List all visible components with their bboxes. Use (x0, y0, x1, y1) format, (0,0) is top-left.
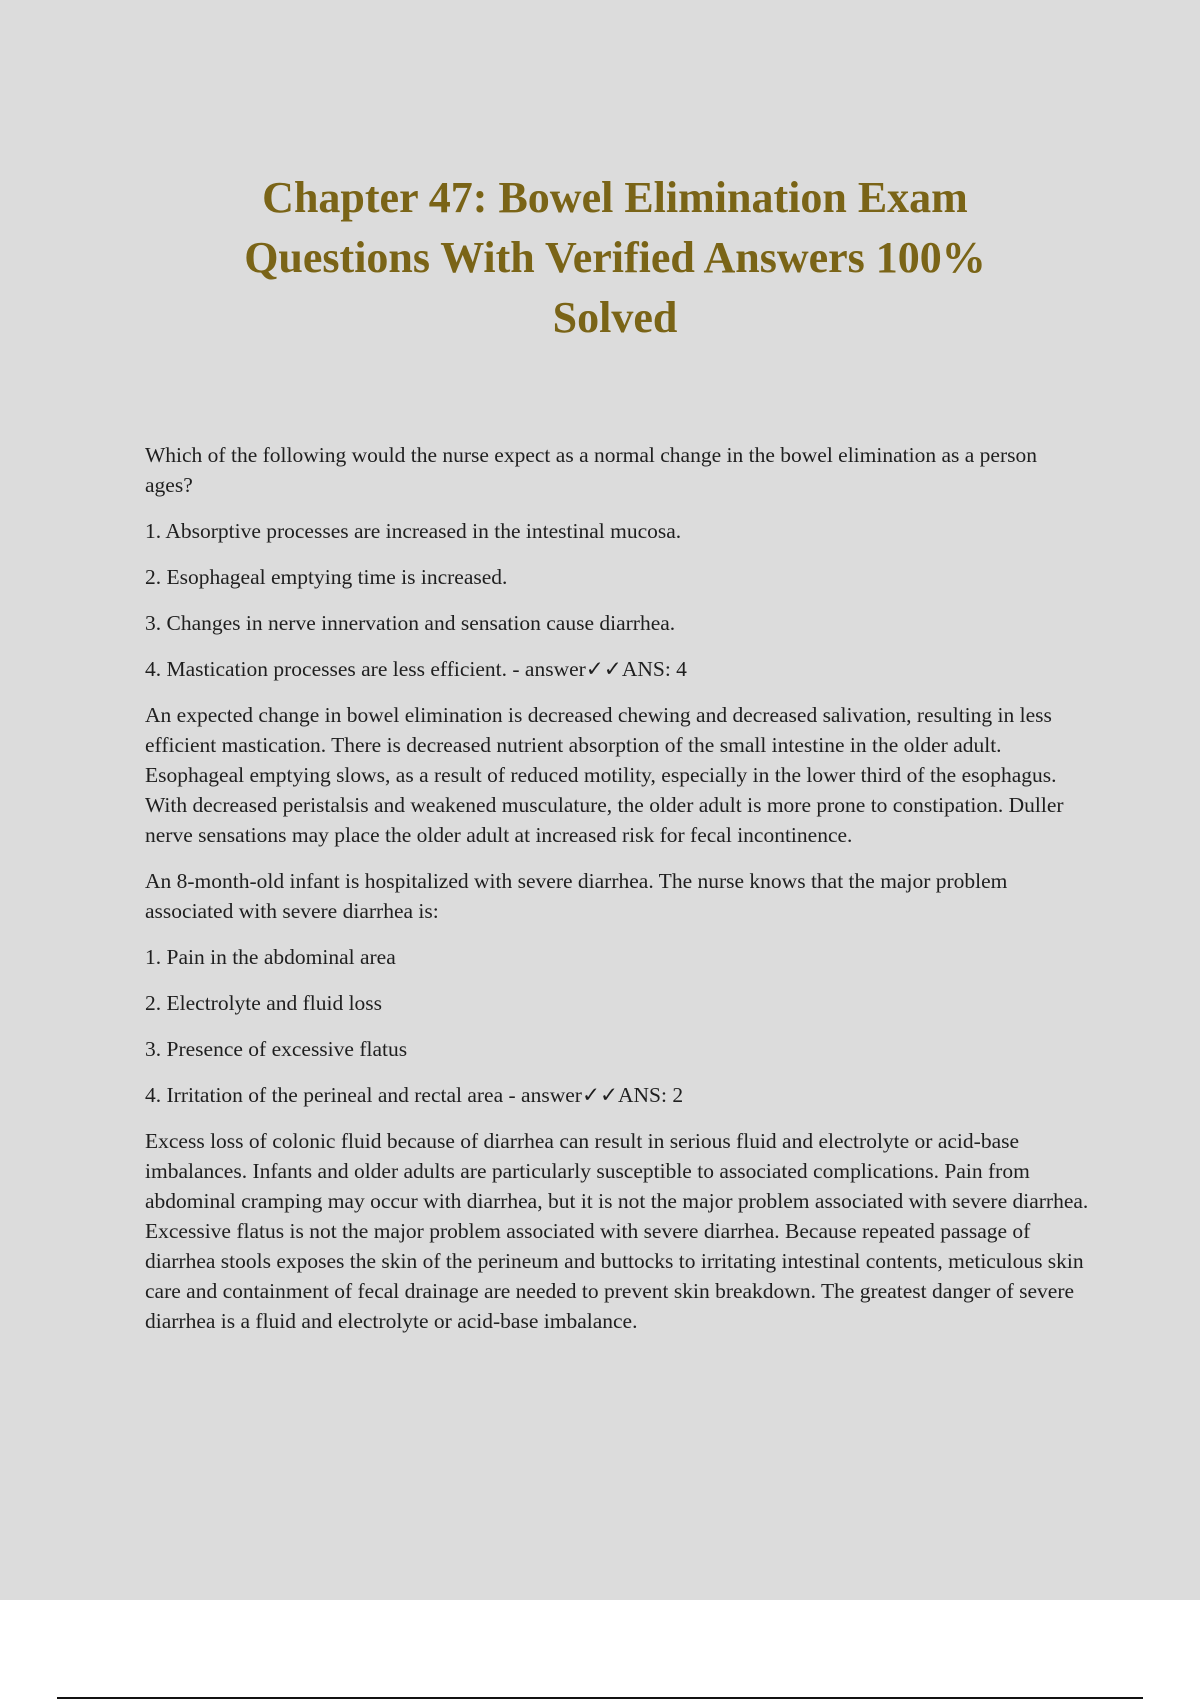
question-block (145, 866, 1090, 1336)
question-stem: Which of the following would the nurse expect as a normal change in the bowel elimination as a person ages? (145, 443, 1037, 497)
title-line: Chapter 47: Bowel Elimination Exam (262, 173, 968, 222)
answer-option: 2. Esophageal emptying time is increased. (145, 565, 508, 589)
title-line: Solved (552, 293, 678, 342)
answer-option-with-key: 4. Mastication processes are less efficient. - answer✓✓ANS: 4 (145, 657, 687, 681)
rationale: Excess loss of colonic fluid because of diarrhea can result in serious fluid and electrolyte or acid-base imbalances. Infants and older adults are particularly susceptible to associated complications. Pain from abdominal cramping may occur with diarrhea, but it is not the major problem associated with severe diarrhea. Excessive flatus is not the major problem associated with severe diarrhea. Because repeated passage of diarrhea stools exposes the skin of the perineum and buttocks to irritating intestinal contents, meticulous skin care and containment of fecal drainage are needed to prevent skin breakdown. The greatest danger of severe diarrhea is a fluid and electrolyte or acid-base imbalance. (145, 1129, 1089, 1333)
question-stem: An 8-month-old infant is hospitalized with severe diarrhea. The nurse knows that the major problem associated with severe diarrhea is: (145, 869, 1008, 923)
answer-option: 2. Electrolyte and fluid loss (145, 991, 383, 1015)
answer-option: 1. Absorptive processes are increased in the intestinal mucosa. (145, 519, 682, 543)
answer-option: 3. Presence of excessive flatus (145, 1037, 408, 1061)
page-divider (57, 1697, 1143, 1699)
answer-option: 1. Pain in the abdominal area (145, 945, 396, 969)
answer-option: 3. Changes in nerve innervation and sensation cause diarrhea. (145, 611, 676, 635)
question-block (145, 440, 1090, 850)
answer-option-with-key: 4. Irritation of the perineal and rectal area - answer✓✓ANS: 2 (145, 1083, 684, 1107)
title-line: Questions With Verified Answers 100% (244, 233, 986, 282)
rationale: An expected change in bowel elimination is decreased chewing and decreased salivation, resulting in less efficient mastication. There is decreased nutrient absorption of the small intestine in the older adult. Esophageal emptying slows, as a result of reduced motility, especially in the lower third of the esophagus. With decreased peristalsis and weakened musculature, the older adult is more prone to constipation. Duller nerve sensations may place the older adult at increased risk for fecal incontinence. (145, 703, 1064, 847)
page-title (150, 168, 1080, 348)
document-body (145, 440, 1090, 1352)
